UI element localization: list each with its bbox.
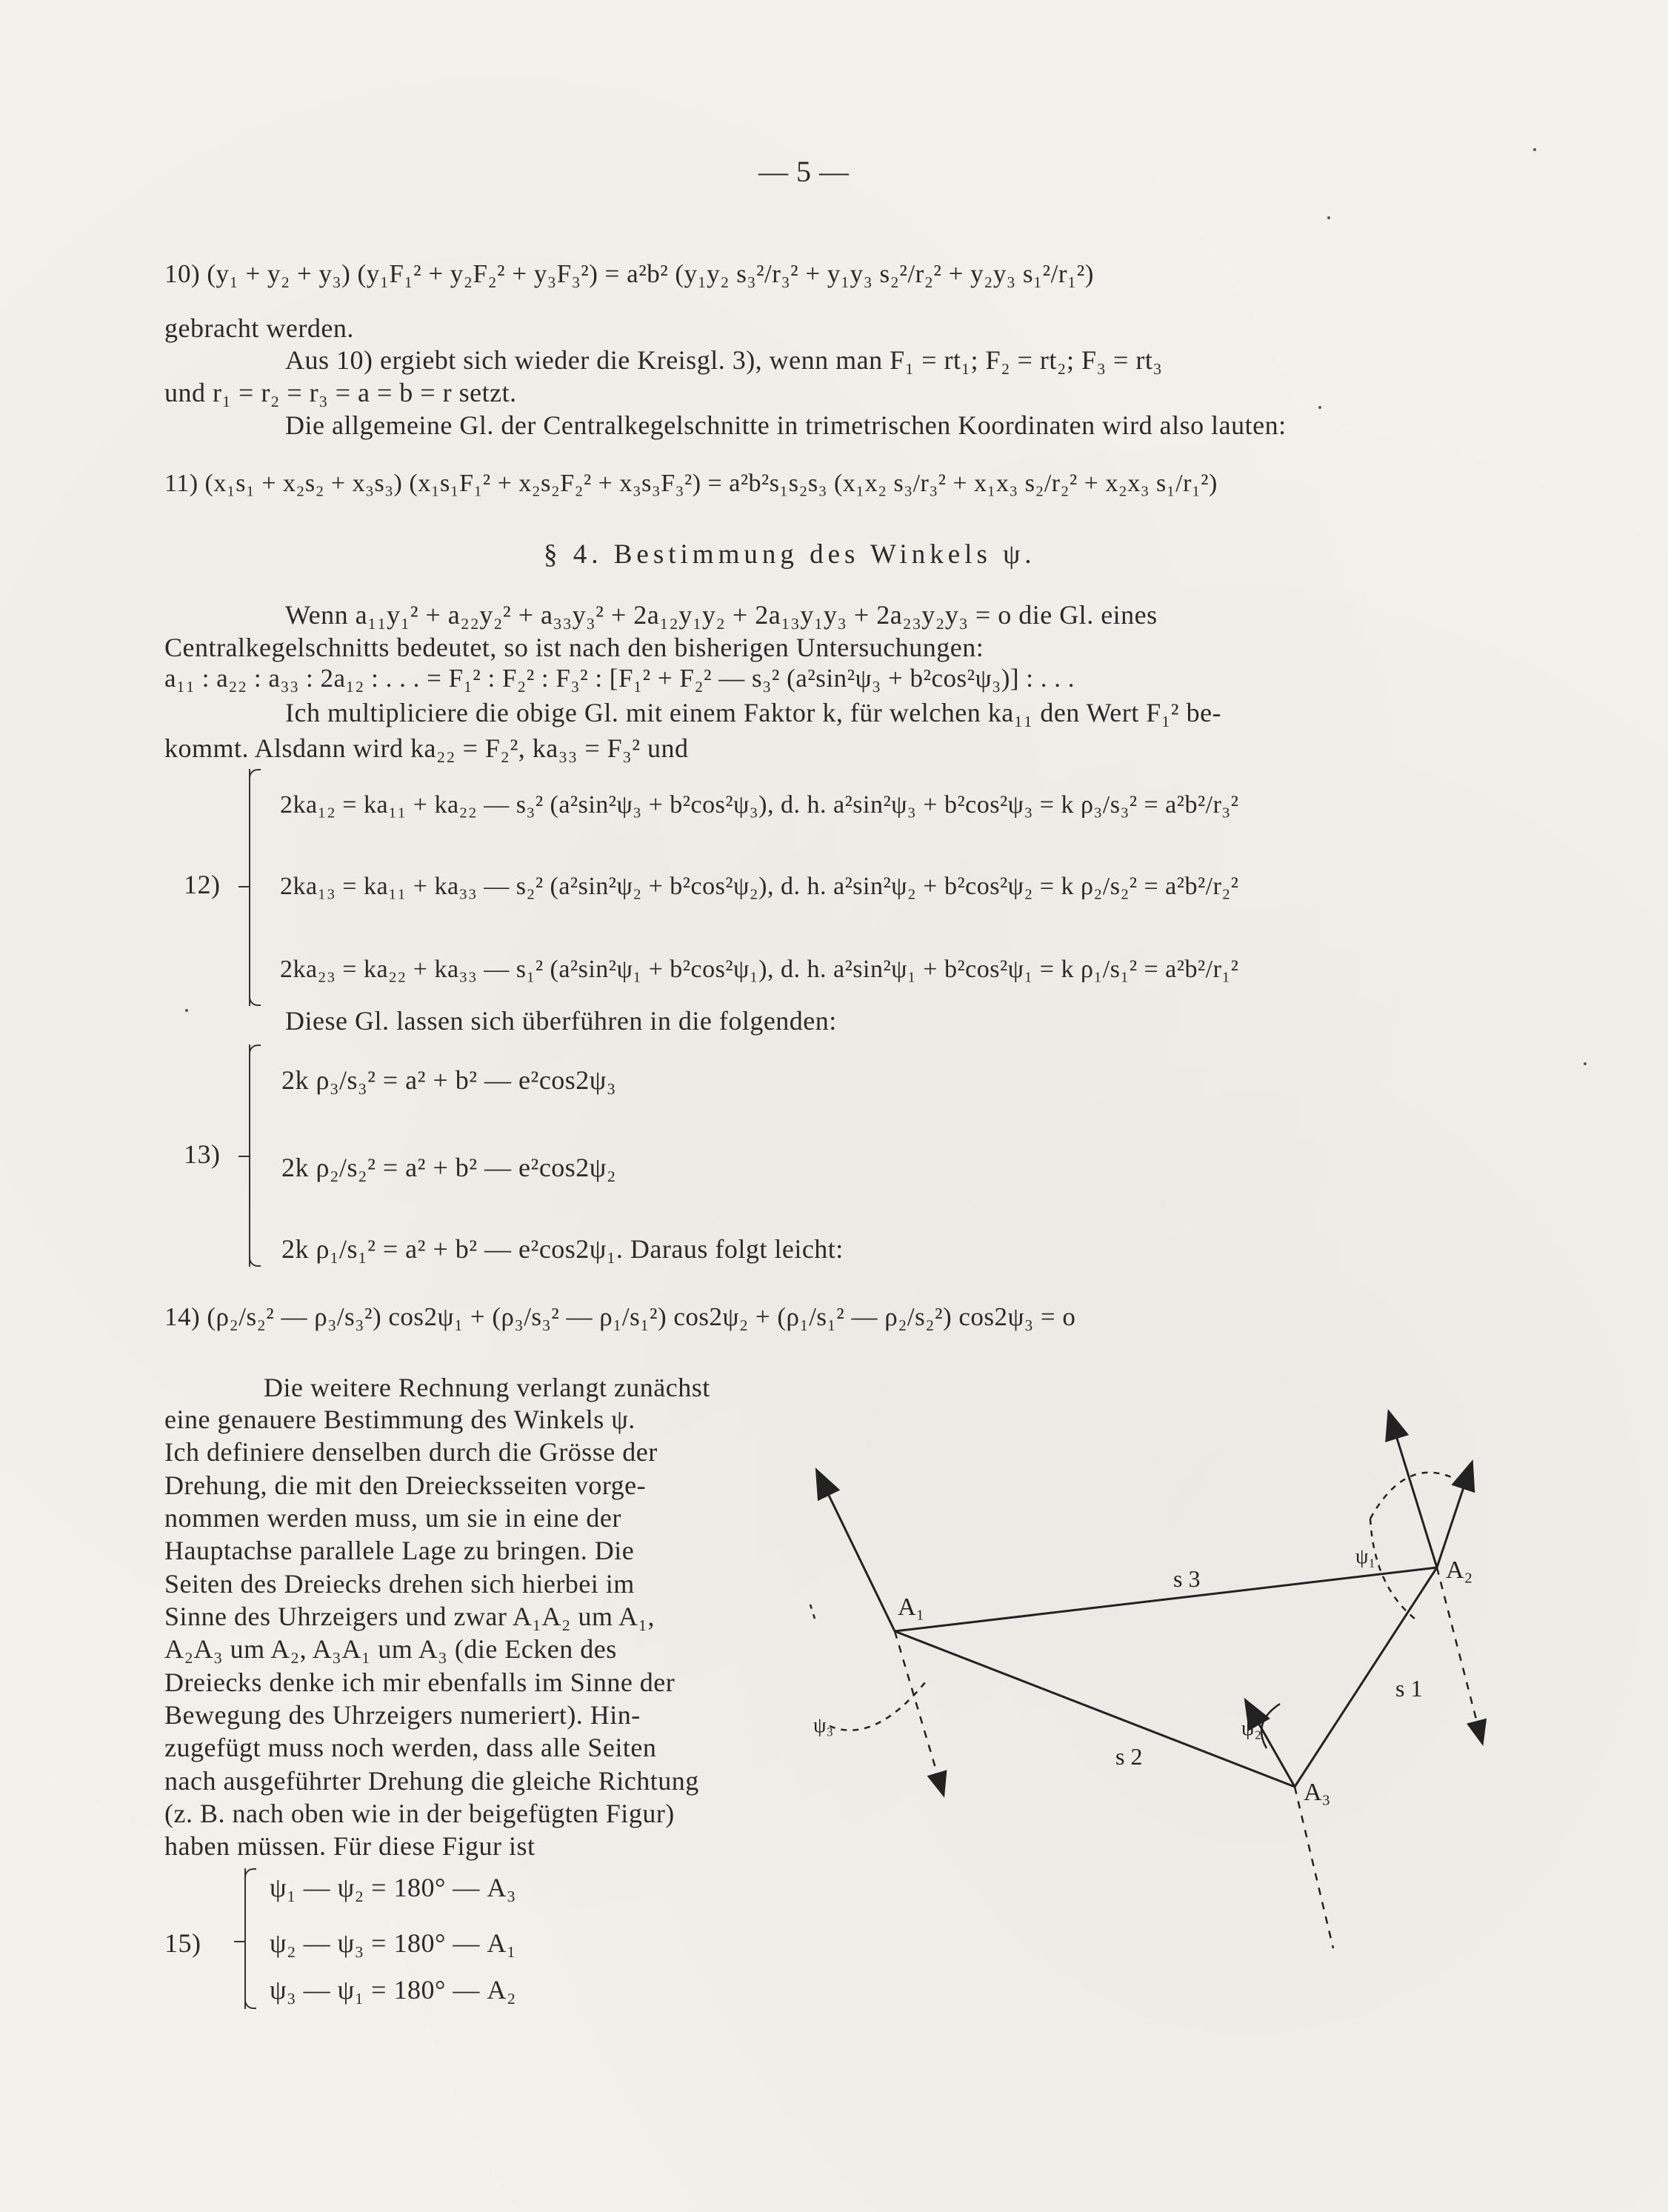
angle-arc-psi2	[1261, 1704, 1280, 1748]
text-line-central: Centralkegelschnitts bedeutet, so ist nach den bisherigen Untersuchungen:	[164, 633, 984, 662]
text-line-aus10: Aus 10) ergiebt sich wieder die Kreisgl. 3), wenn man F₁ = rt₁; F₂ = rt₂; F₃ = rt₃	[285, 345, 1163, 375]
vertex-label-a2: A₂	[1446, 1556, 1473, 1584]
triangle-figure	[800, 1363, 1585, 2015]
equation-14: 14) (ρ₂/s₂² — ρ₃/s₃²) cos2ψ₁ + (ρ₃/s₃² — ρ₁/s₁²) cos2ψ₂ + (ρ₁/s₁² — ρ₂/s₂²) cos2ψ₃ = o	[164, 1302, 1076, 1331]
equation-15-line-1: ψ₁ — ψ₂ = 180° — A₃	[270, 1873, 516, 1902]
paragraph-line-11: Bewegung des Uhrzeigers numeriert). Hin-	[164, 1700, 641, 1730]
paragraph-line-12: zugefügt muss noch werden, dass alle Seiten	[164, 1733, 657, 1762]
paragraph-line-7: Seiten des Dreiecks drehen sich hierbei im	[164, 1569, 635, 1599]
side-label-s2: s 2	[1115, 1743, 1143, 1770]
paragraph-line-8: Sinne des Uhrzeigers und zwar A₁A₂ um A₁,	[164, 1602, 655, 1631]
section-heading: § 4. Bestimmung des Winkels ψ.	[544, 539, 1036, 570]
paragraph-line-1: Die weitere Rechnung verlangt zunächst	[264, 1373, 710, 1402]
paragraph-line-14: (z. B. nach oben wie in der beigefügten Figur)	[164, 1799, 675, 1828]
side-s2	[895, 1631, 1295, 1787]
side-label-s3: s 3	[1173, 1565, 1201, 1592]
paragraph-line-9: A₂A₃ um A₂, A₃A₁ um A₃ (die Ecken des	[164, 1634, 617, 1664]
text-line-diese: Diese Gl. lassen sich überführen in die folgenden:	[285, 1006, 837, 1036]
brace-12-tip	[238, 886, 250, 887]
equation-13-line-1: 2k ρ₃/s₃² = a² + b² — e²cos2ψ₃	[281, 1065, 616, 1095]
arrow-a1-up	[822, 1482, 895, 1631]
angle-arc-psi1-lower	[1370, 1519, 1415, 1619]
text-line-wenn: Wenn a₁₁y₁² + a₂₂y₂² + a₃₃y₃² + 2a₁₂y₁y₂ + 2a₁₃y₁y₃ + 2a₂₃y₂y₃ = o die Gl. eines	[285, 600, 1158, 630]
dashed-extension-a1	[895, 1631, 941, 1785]
brace-15	[244, 1868, 246, 2009]
arrow-a2-up	[1392, 1424, 1437, 1568]
equation-12-line-1: 2ka₁₂ = ka₁₁ + ka₂₂ — s₃² (a²sin²ψ₃ + b²cos²ψ₃), d. h. a²sin²ψ₃ + b²cos²ψ₃ = k ρ₃/s₃² = a²b²/r₃²	[280, 791, 1239, 819]
brace-12	[249, 769, 250, 1006]
text-line-allgemein: Die allgemeine Gl. der Centralkegelschnitte in trimetrischen Koordinaten wird also lauten:	[285, 410, 1287, 440]
equation-12-label: 12)	[184, 870, 221, 899]
side-s3	[895, 1568, 1437, 1631]
paragraph-line-4: Drehung, die mit den Dreiecksseiten vorge-	[164, 1470, 647, 1500]
equation-13-label: 13)	[184, 1139, 221, 1169]
angle-label-psi3: ψ₃	[813, 1714, 834, 1737]
equation-15-label: 15)	[164, 1928, 201, 1958]
paragraph-line-3: Ich definiere denselben durch die Grösse der	[164, 1437, 658, 1467]
text-line-kommt: kommt. Alsdann wird ka₂₂ = F₂², ka₃₃ = F₃² und	[164, 733, 689, 763]
brace-15-tip	[234, 1941, 246, 1942]
paragraph-line-13: nach ausgeführter Drehung die gleiche Richtung	[164, 1766, 699, 1796]
text-line-und-r: und r₁ = r₂ = r₃ = a = b = r setzt.	[164, 378, 517, 407]
paragraph-line-10: Dreiecks denke ich mir ebenfalls im Sinne der	[164, 1668, 675, 1697]
scan-speck	[1327, 216, 1330, 219]
page-number: — 5 —	[758, 155, 850, 188]
scan-speck	[1584, 1062, 1587, 1065]
dashed-extension-a2	[1437, 1568, 1480, 1733]
vertex-label-a1: A₁	[898, 1593, 925, 1621]
dashed-extension-a3	[1295, 1787, 1333, 1948]
paragraph-line-15: haben müssen. Für diese Figur ist	[164, 1831, 536, 1861]
text-line-gebracht: gebracht werden.	[164, 313, 354, 343]
dashed-mark	[809, 1600, 815, 1619]
brace-13-tip	[238, 1156, 250, 1157]
equation-10: 10) (y₁ + y₂ + y₃) (y₁F₁² + y₂F₂² + y₃F₃²) = a²b² (y₁y₂ s₃²/r₃² + y₁y₃ s₂²/r₂² + y₂y₃ s₁²/r₁²)	[164, 259, 1094, 288]
vertex-label-a3: A₃	[1304, 1779, 1331, 1806]
equation-12-line-2: 2ka₁₃ = ka₁₁ + ka₃₃ — s₂² (a²sin²ψ₂ + b²cos²ψ₂), d. h. a²sin²ψ₂ + b²cos²ψ₂ = k ρ₂/s₂² = a²b²/r₂²	[280, 873, 1239, 900]
equation-11: 11) (x₁s₁ + x₂s₂ + x₃s₃) (x₁s₁F₁² + x₂s₂F₂² + x₃s₃F₃²) = a²b²s₁s₂s₃ (x₁x₂ s₃/r₃² + x₁x₃ s₂/r₂² + x₂x₃ s₁/r₁²)	[164, 470, 1218, 497]
text-line-a11: a₁₁ : a₂₂ : a₃₃ : 2a₁₂ : . . . = F₁² : F₂² : F₃² : [F₁² + F₂² — s₃² (a²sin²ψ₃ + b²cos²ψ₃)] : . . .	[164, 664, 1075, 693]
side-label-s1: s 1	[1395, 1675, 1423, 1702]
scan-speck	[185, 1009, 188, 1012]
paragraph-line-2: eine genauere Bestimmung des Winkels ψ.	[164, 1405, 635, 1434]
equation-12-line-3: 2ka₂₃ = ka₂₂ + ka₃₃ — s₁² (a²sin²ψ₁ + b²cos²ψ₁), d. h. a²sin²ψ₁ + b²cos²ψ₁ = k ρ₁/s₁² = a²b²/r₁²	[280, 956, 1239, 983]
paragraph-line-6: Hauptachse parallele Lage zu bringen. Die	[164, 1536, 635, 1565]
arrow-a2-side	[1437, 1474, 1468, 1568]
angle-label-psi2: ψ₂	[1241, 1717, 1262, 1740]
equation-13-line-2: 2k ρ₂/s₂² = a² + b² — e²cos2ψ₂	[281, 1153, 616, 1182]
scan-speck	[1318, 406, 1321, 409]
angle-label-psi1: ψ₁	[1355, 1545, 1376, 1568]
paragraph-line-5: nommen werden muss, um sie in eine der	[164, 1503, 621, 1533]
equation-15-line-3: ψ₃ — ψ₁ = 180° — A₂	[270, 1975, 516, 2005]
scan-speck	[1533, 148, 1536, 151]
text-line-multipliciere: Ich multipliciere die obige Gl. mit einem Faktor k, für welchen ka₁₁ den Wert F₁² be-	[285, 698, 1222, 727]
equation-13-line-3: 2k ρ₁/s₁² = a² + b² — e²cos2ψ₁. Daraus folgt leicht:	[281, 1234, 844, 1264]
equation-15-line-2: ψ₂ — ψ₃ = 180° — A₁	[270, 1928, 516, 1958]
